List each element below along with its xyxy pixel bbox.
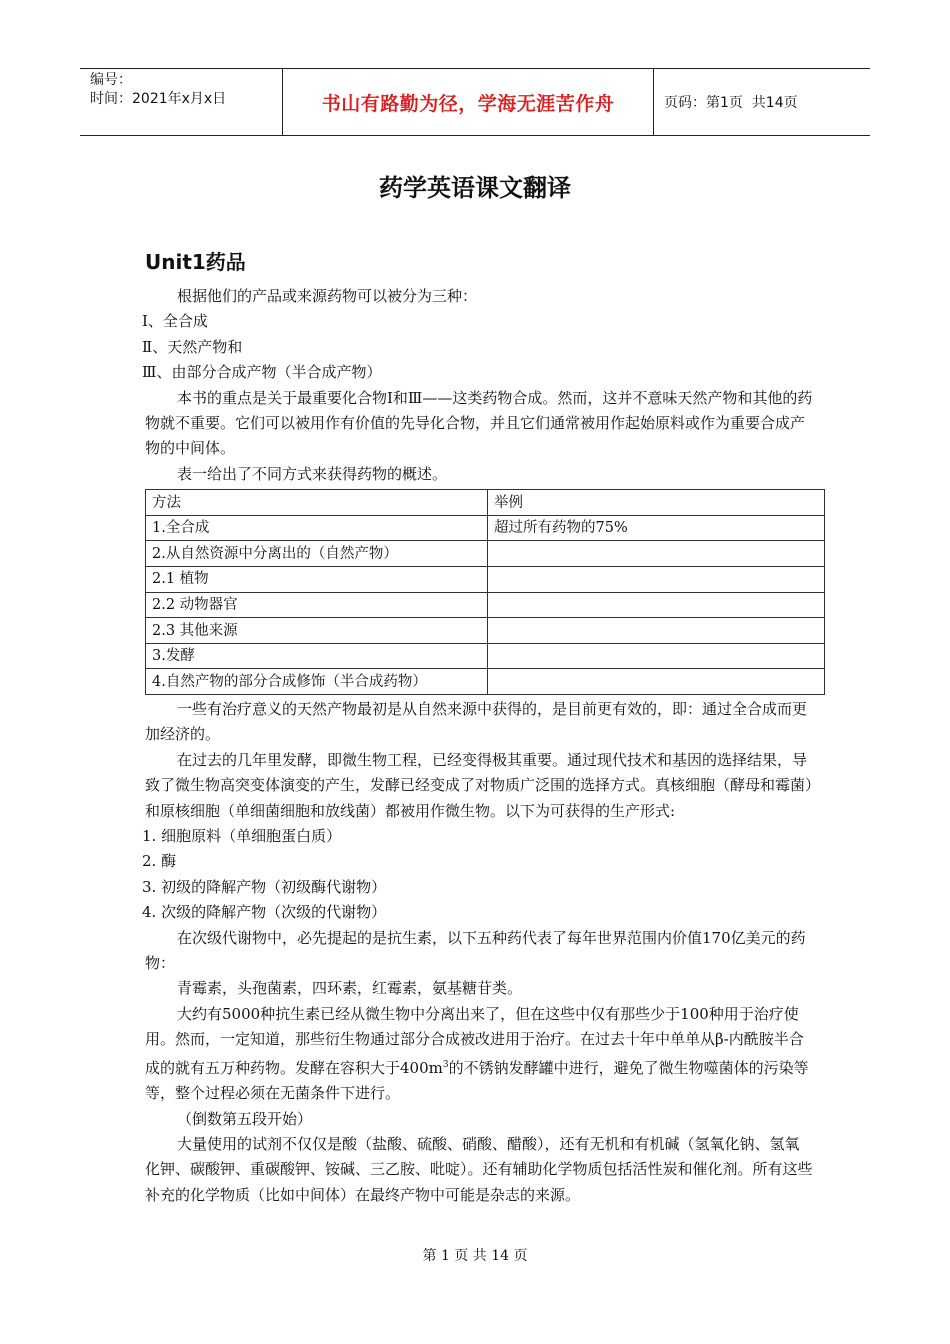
document-body: [142, 284, 813, 1208]
document-title: 药学英语课文翻译: [379, 174, 571, 202]
table-cell: [488, 669, 825, 695]
table-cell: [488, 643, 825, 669]
table-row: [146, 592, 825, 618]
table-cell: [488, 592, 825, 618]
paragraph: 一些有治疗意义的天然产物最初是从自然来源中获得的，是目前更有效的，即：通过全合成而更加经济的。: [145, 700, 808, 744]
product-item: 1. 细胞原料（单细胞蛋白质）: [142, 827, 342, 846]
date-label: 时间：2021年x月x日: [90, 91, 227, 107]
table-cell: 1.全合成: [146, 515, 488, 541]
table-row: [146, 643, 825, 669]
intro-paragraph: 根据他们的产品或来源药物可以被分为三种：: [177, 287, 478, 305]
paragraph: 青霉素，头孢菌素，四环素，红霉素，氨基糖苷类。: [177, 979, 523, 998]
header-meta: [80, 69, 282, 135]
table-row: [146, 541, 825, 567]
product-item: 4. 次级的降解产物（次级的代谢物）: [142, 903, 387, 922]
page-footer: 第 1 页 共 14 页: [422, 1248, 528, 1264]
table-intro: 表一给出了不同方式来获得药物的概述。: [177, 464, 448, 483]
paragraph: 在次级代谢物中，必先提起的是抗生素，以下五种药代表了每年世界范围内价值170亿美元的药物：: [145, 928, 806, 973]
table-header-cell: 方法: [146, 490, 488, 516]
table-header-cell: 举例: [488, 490, 825, 516]
table-row: [146, 618, 825, 644]
table-cell: 4.自然产物的部分合成修饰（半合成药物）: [146, 669, 488, 695]
table-cell: 2.2 动物器官: [146, 592, 488, 618]
table-header-row: [146, 490, 825, 516]
paragraph: 在过去的几年里发酵，即微生物工程，已经变得极其重要。通过现代技术和基因的选择结果，导致了微生物高突变体演变的产生，发酵已经变成了对物质广泛围的选择方式。真核细胞（酵母和霉菌）和原核细胞（单细菌细胞和放线菌）都被用作微生物。以下为可获得的生产形式:: [145, 750, 813, 820]
table-cell: [488, 618, 825, 644]
header-motto: 书山有路勤为径，学海无涯苦作舟: [282, 69, 654, 135]
table-cell: 超过所有药物的75%: [488, 515, 825, 541]
paragraph: 大量使用的试剂不仅仅是酸（盐酸、硫酸、硝酸、醋酸），还有无机和有机碱（氢氧化钠、氢氧化钾、碳酸钾、重碳酸钾、铵碱、三乙胺、吡啶）。还有辅助化学物质包括活性炭和催化剂。所有这些补充的化学物质（比如中间体）在最终产物中可能是杂志的来源。: [145, 1134, 813, 1204]
superscript: 3: [442, 1059, 449, 1070]
table-cell: 2.从自然资源中分离出的（自然产物）: [146, 541, 488, 567]
page-info-text: 页码：第1页 共14页: [664, 95, 798, 111]
page-header: [80, 68, 870, 136]
table-row: [146, 669, 825, 695]
category-item: Ⅱ、天然产物和: [142, 337, 243, 356]
table-cell: [488, 567, 825, 593]
table-row: [146, 515, 825, 541]
note: （倒数第五段开始）: [177, 1109, 313, 1128]
table-cell: 2.1 植物: [146, 567, 488, 593]
category-item: Ⅰ、全合成: [142, 312, 208, 331]
table-cell: [488, 541, 825, 567]
table-cell: 3.发酵: [146, 643, 488, 669]
unit-heading: Unit1药品: [145, 250, 246, 274]
paragraph-part: 大约有5000种抗生素已经从微生物中分离出来了，但在这些中仅有那些少于100种用于治疗使用。然而，一定知道，那些衍生物通过部分合成被改进用于治疗。在过去十年中单单从β-内酰胺半合成的就有五万种药物。发酵在容积大于400m: [145, 1004, 804, 1077]
methods-table: [145, 489, 825, 695]
category-item: Ⅲ、由部分合成产物（半合成产物）: [142, 363, 382, 382]
product-item: 2. 酶: [142, 852, 177, 871]
product-item: 3. 初级的降解产物（初级酶代谢物）: [142, 877, 387, 896]
paragraph: [145, 1002, 813, 1107]
paragraph: 本书的重点是关于最重要化合物Ⅰ和Ⅲ——这类药物合成。然而，这并不意味天然产物和其他的药物就不重要。它们可以被用作有价值的先导化合物，并且它们通常被用作起始原料或作为重要合成产物的中间体。: [145, 388, 813, 458]
header-page-info: [654, 69, 870, 135]
number-label: 编号：: [90, 72, 132, 88]
table-row: [146, 567, 825, 593]
table-cell: 2.3 其他来源: [146, 618, 488, 644]
paragraph-part: 的不锈钠发酵罐中进行，避免了微生物噬菌体的污染等等，整个过程必须在无菌条件下进行。: [145, 1058, 809, 1103]
